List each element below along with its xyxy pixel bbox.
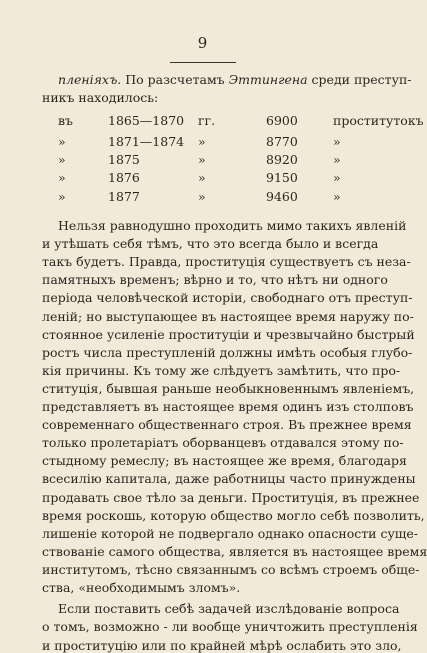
text-line: періода человѣческой исторіи, свободнаго отъ преступ- [42,290,413,306]
text-line: лишеніе которой не подвергало однако опасности суще- [42,525,419,541]
text-line: кія причины. Къ тому же слѣдуетъ замѣтить, что про- [42,362,401,378]
row-years: 1865—1870 [108,113,185,128]
text-line: стыдному ремеслу; въ настоящее же время, благодаря [42,453,407,469]
row-unit: » [333,170,341,185]
row-count: 9460 [266,189,298,204]
row-years: 1876 [108,170,140,185]
row-prefix: » [58,170,66,185]
row-years-unit: гг. [198,113,216,128]
row-years-unit: » [198,134,206,149]
text-line: леній; но выступающее въ настоящее время наружу по- [42,308,414,324]
row-years: 1871—1874 [108,134,185,149]
intro-line-1 [58,72,412,87]
page-number: 9 [197,34,208,52]
text-line: такъ будетъ. Правда, проституція существуетъ съ неза- [42,254,411,270]
row-unit: проститутокъ [333,113,424,128]
text-line: продавать свое тѣло за деньги. Проституція, въ прежнее [42,489,420,505]
text-line: только пролетаріатъ оборванцевъ отдавался этому по- [42,435,404,451]
row-years: 1875 [108,152,140,167]
text-line: представляетъ въ настоящее время одинъ изъ столповъ [42,399,414,414]
text-line: ростъ числа преступленій должны имѣть особыя глубо- [42,344,413,360]
intro-text: По разсчетамъ [121,72,229,87]
text-line: ствованіе самого общества, является въ настоящее время [42,543,427,559]
author-name: Эттингена [228,72,308,87]
text-line: всесилію капитала, даже работницы часто принуждены [42,471,416,487]
text-line: стоянное усиленіе проституціи и чрезвычайно быстрый [42,326,415,342]
row-count: 8770 [266,134,298,149]
row-unit: » [333,134,341,149]
text-line: и утѣшать себя тѣмъ, что это всегда было и всегда [42,236,379,252]
text-line: Нельзя равнодушно проходить мимо такихъ явленій [58,218,407,233]
intro-line-2: никъ находилось: [42,90,159,105]
row-count: 8920 [266,152,298,167]
row-unit: » [333,152,341,167]
text-line: время роскошь, которую общество могло себѣ позволить, [42,507,425,523]
row-prefix: » [58,152,66,167]
row-years-unit: » [198,152,206,167]
row-unit: » [333,189,341,204]
text-line: и проституцію или по крайней мѣрѣ ослабить это зло, [42,637,402,653]
page-number-rule [170,62,236,63]
row-prefix: » [58,134,66,149]
row-count: 9150 [266,170,298,185]
row-prefix: въ [58,113,73,128]
text-line: Если поставить себѣ задачей изслѣдованіе вопроса [58,601,400,616]
text-line: ституція, бывшая раньше необыкновеннымъ явленіемъ, [42,380,415,396]
text-line: памятныхъ временъ; вѣрно и то, что нѣтъ ни одного [42,272,388,288]
row-prefix: » [58,189,66,204]
intro-text-end: среди преступ- [307,72,412,87]
intro-italic-word: пленіяхъ. [58,72,122,87]
row-years-unit: » [198,189,206,204]
text-line: современнаго общественнаго строя. Въ прежнее время [42,417,412,433]
row-count: 6900 [266,113,298,128]
text-line: институтомъ, тѣсно связаннымъ со всѣмъ строемъ обще- [42,561,420,577]
text-line: ства, «необходимымъ зломъ». [42,580,241,595]
text-line: о томъ, возможно - ли вообще уничтожить преступленія [42,619,418,635]
row-years-unit: » [198,170,206,185]
row-years: 1877 [108,189,140,204]
